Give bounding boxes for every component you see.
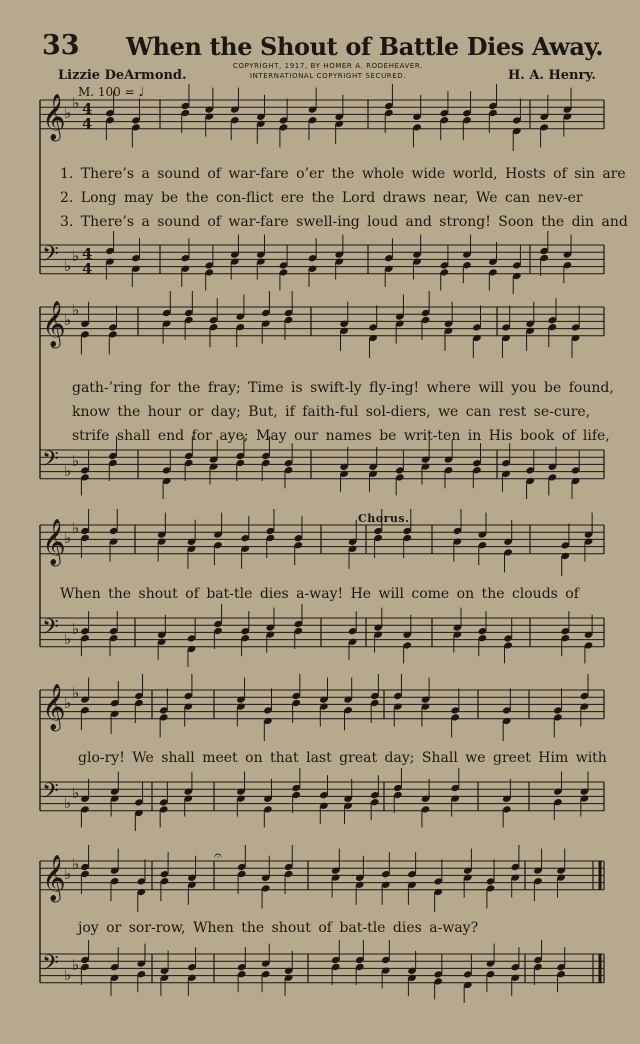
copyright-notice (218, 61, 438, 81)
flat-sign-icon: ♭ (72, 247, 80, 265)
flat-sign-icon: ♭ (72, 784, 80, 802)
bass-clef-icon: 𝄢 (42, 779, 59, 809)
flat-sign-icon: ♭ (72, 956, 80, 974)
chorus-line-2: glo-ry! We shall meet on that last great day; Shall we greet Him with (78, 750, 607, 766)
verse-2-line-1: 2. Long may be the con-flict ere the Lord draws near, We can nev-er (60, 190, 583, 206)
hymn-number: 33 (42, 30, 80, 61)
flat-sign-icon: ♭ (72, 855, 80, 873)
flat-sign-icon: ♭ (64, 311, 72, 329)
flat-sign-icon: ♭ (72, 684, 80, 702)
time-signature-bottom: 4 (82, 260, 93, 278)
chorus-line-3: joy or sor-row, When the shout of bat-tle dies a-way? (78, 920, 479, 936)
bass-clef-icon: 𝄢 (42, 615, 59, 645)
bass-clef-icon: 𝄢 (42, 951, 59, 981)
flat-sign-icon: ♭ (72, 301, 80, 319)
flat-sign-icon: ♭ (72, 94, 80, 112)
tempo-marking: M. 100 = ♩ (78, 85, 145, 99)
treble-clef-icon: 𝄞 (42, 855, 66, 901)
flat-sign-icon: ♭ (64, 794, 72, 812)
flat-sign-icon: ♭ (72, 519, 80, 537)
treble-clef-icon: 𝄞 (42, 94, 66, 140)
flat-sign-icon: ♭ (64, 865, 72, 883)
bass-clef-icon: 𝄢 (42, 242, 59, 272)
flat-sign-icon: ♭ (64, 529, 72, 547)
flat-sign-icon: ♭ (64, 630, 72, 648)
bass-clef-icon: 𝄢 (42, 447, 59, 477)
verse-1-line-2: gath-’ring for the fray; Time is swift-ly fly-ing! where will you be found, (72, 380, 614, 396)
flat-sign-icon: ♭ (72, 452, 80, 470)
flat-sign-icon: ♭ (64, 257, 72, 275)
copyright-line: INTERNATIONAL COPYRIGHT SECURED. (249, 72, 407, 80)
treble-clef-icon: 𝄞 (42, 301, 66, 347)
flat-sign-icon: ♭ (64, 462, 72, 480)
time-signature-bottom: 4 (82, 115, 93, 133)
verse-2-line-2: know the hour or day; But, if faith-ful sol-diers, we can rest se-cure, (72, 404, 591, 420)
time-signature-top: 4 (82, 245, 93, 263)
flat-sign-icon: ♭ (64, 694, 72, 712)
flat-sign-icon: ♭ (72, 620, 80, 638)
hymn-title: When the Shout of Battle Dies Away. (126, 32, 604, 61)
flat-sign-icon: ♭ (64, 104, 72, 122)
flat-sign-icon: ♭ (64, 966, 72, 984)
copyright-line: COPYRIGHT, 1917, BY HOMER A. RODEHEAVER. (233, 62, 423, 70)
fermata-icon: 𝄐 (214, 848, 222, 864)
time-signature-top: 4 (82, 100, 93, 118)
verse-3-line-1: 3. There’s a sound of war-fare swell-ing loud and strong! Soon the din and (60, 214, 628, 230)
treble-clef-icon: 𝄞 (42, 519, 66, 565)
composer-credit: H. A. Henry. (508, 68, 596, 83)
verse-1-line-1: 1. There’s a sound of war-fare o’er the whole wide world, Hosts of sin are (60, 166, 626, 182)
treble-clef-icon: 𝄞 (42, 684, 66, 730)
chorus-line-1: When the shout of bat-tle dies a-way! He will come on the clouds of (60, 586, 579, 602)
verse-3-line-2: strife shall end for aye; May our names be writ-ten in His book of life, (72, 428, 610, 444)
author-credit: Lizzie DeArmond. (58, 68, 187, 83)
chorus-label: Chorus. (358, 512, 410, 525)
